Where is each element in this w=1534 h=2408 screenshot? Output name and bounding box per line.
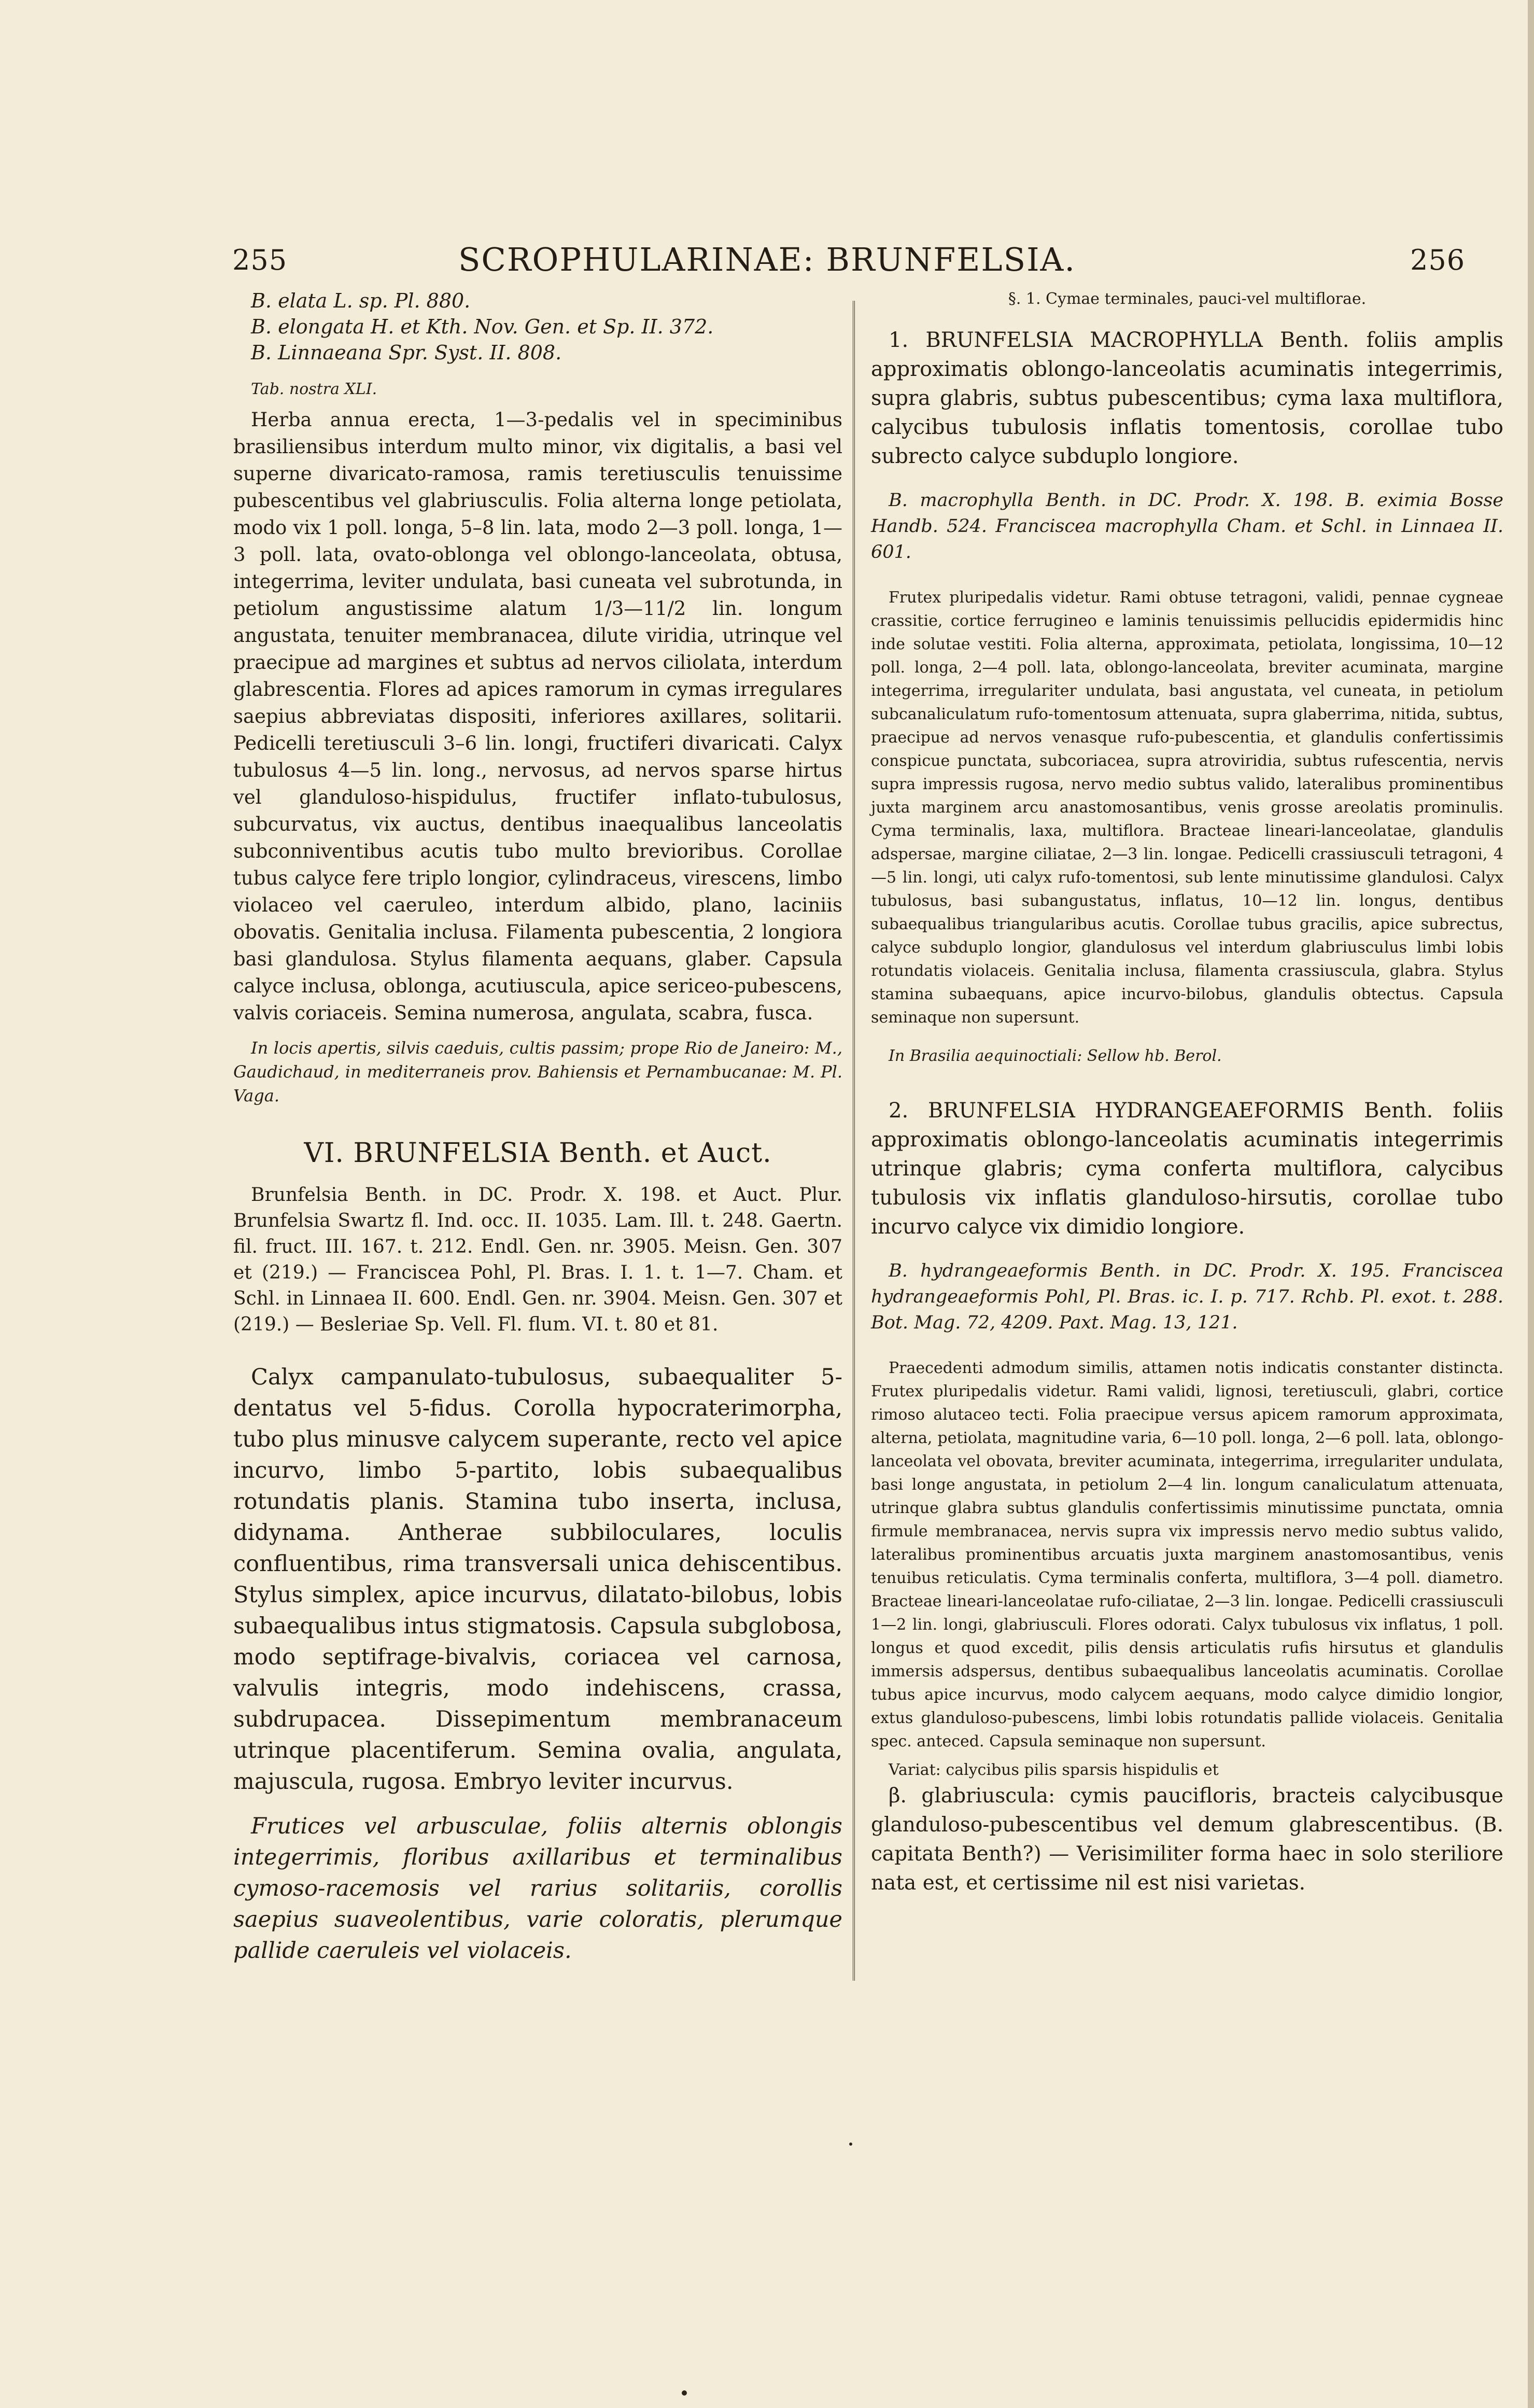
synonym-line: B. elata L. sp. Pl. 880.	[251, 289, 471, 312]
species-synonyms-1: B. macrophylla Benth. in DC. Prodr. X. 198. B. eximia Bosse Handb. 524. Franciscea macrophylla Cham. et Schl. in Linnaea II. 601.	[871, 490, 1503, 563]
synonym-line: B. elongata H. et Kth. Nov. Gen. et Sp. II. 372.	[251, 315, 714, 338]
column-divider	[853, 301, 855, 1981]
species-description-2: Praecedenti admodum similis, attamen notis indicatis constanter distincta. Frutex pluripedalis videtur. Rami validi, lignosi, teretiusculi, glabri, cortice rimoso alutaceo tecti. Folia praecipue versus apicem ramorum approximata, alterna, petiolata, magnitudine varia, 6—10 poll. longa, 2—6 poll. lata, oblongo-lanceolata vel obovata, breviter acuminata, integerrima, irregulariter undulata, basi longe angustata, in petiolum 2—4 lin. longum canaliculatum attenuata, utrinque glabra subtus glandulis confertissimis minutissime punctata, omnia firmule membranacea, nervis supra vix impressis nervo medio subtus valido, lateralibus prominentibus arcuatis juxta marginem anastomosantibus, venis tenuibus reticulatis. Cyma terminalis conferta, multiflora, 3—4 poll. diametro. Bracteae lineari-lanceolatae rufo-ciliatae, 2—3 lin. longae. Pedicelli crassiusculi 1—2 lin. longi, glabriusculi. Flores odorati. Calyx tubulosus vix inflatus, 1 poll. longus et quod excedit, pilis densis articulatis rufis hirsutus et glandulis immersis adspersus, dentibus subaequalibus lanceolatis acuminatis. Corollae tubus apice incurvus, modo calycem aequans, modo calyce dimidio longior, extus glanduloso-pubescens, limbi lobis rotundatis pallide violaceis. Genitalia spec. anteced. Capsula seminaque non supersunt.	[871, 1359, 1503, 1751]
section-heading: §. 1. Cymae terminales, pauci-vel multiflorae.	[1008, 290, 1367, 308]
genus-habit: Frutices vel arbusculae, foliis alternis oblongis integerrimis, floribus axillaribus et terminalibus cymoso-racemosis vel rarius solitariis, corollis saepius suaveolentibus, varie coloratis, plerumque pallide caeruleis vel violaceis.	[233, 1813, 842, 1964]
variety-beta: β. glabriuscula: cymis paucifloris, bracteis calycibusque glanduloso-pubescentibus vel demum glabrescentibus. (B. capitata Benth?) — Verisimiliter forma haec in solo steriliore nata est, et certissime nil est nisi varietas.	[871, 1784, 1503, 1895]
locality-note: In locis apertis, silvis caeduis, cultis passim; prope Rio de Janeiro: M., Gaudichaud, in mediterraneis prov. Bahiensis et Pernambucanae: M. Pl. Vaga.	[233, 1038, 842, 1105]
left-column	[233, 288, 842, 1966]
species-synonyms-2: B. hydrangeaeformis Benth. in DC. Prodr. X. 195. Franciscea hydrangeaeformis Pohl, Pl. Bras. ic. I. p. 717. Rchb. Pl. exot. t. 288. Bot. Mag. 72, 4209. Paxt. Mag. 13, 121.	[871, 1261, 1503, 1333]
locality-note-1: In Brasilia aequinoctiali: Sellow hb. Berol.	[889, 1047, 1222, 1065]
genus-description: Calyx campanulato-tubulosus, subaequaliter 5-dentatus vel 5-fidus. Corolla hypocraterimorpha, tubo plus minusve calycem superante, recto vel apice incurvo, limbo 5-partito, lobis subaequalibus rotundatis planis. Stamina tubo inserta, inclusa, didynama. Antherae subbiloculares, loculis confluentibus, rima transversali unica dehiscentibus. Stylus simplex, apice incurvus, dilatato-bilobus, lobis subaequalibus intus stigmatosis. Capsula subglobosa, modo septifrage-bivalvis, coriacea vel carnosa, valvulis integris, modo indehiscens, crassa, subdrupacea. Dissepimentum membranaceum utrinque placentiferum. Semina ovalia, angulata, majuscula, rugosa. Embryo leviter incurvus.	[233, 1364, 842, 1795]
running-title: SCROPHULARINAE: BRUNFELSIA.	[458, 241, 1076, 278]
genus-heading: VI. BRUNFELSIA Benth. et Auct.	[304, 1138, 772, 1169]
ink-speck	[849, 2143, 852, 2146]
species-description-1: Frutex pluripedalis videtur. Rami obtuse tetragoni, validi, pennae cygneae crassitie, cortice ferrugineo e laminis tenuissimis pellucidis epidermidis hinc inde solutae vestiti. Folia alterna, approximata, petiolata, longissima, 10—12 poll. longa, 2—4 poll. lata, oblongo-lanceolata, breviter acuminata, margine integerrima, irregulariter undulata, basi angustata, vel cuneata, in petiolum subcanaliculatum rufo-tomentosum attenuata, supra glaberrima, nitida, subtus, praecipue ad nervos venasque rufo-pubescentia, et glandulis confertissimis conspicue punctata, subcoriacea, supra atroviridia, subtus rufescentia, nervis supra impressis rugosa, nervo medio subtus valido, lateralibus prominentibus juxta marginem arcu anastomosantibus, venis grosse areolatis prominulis. Cyma terminalis, laxa, multiflora. Bracteae lineari-lanceolatae, glandulis adspersae, margine ciliatae, 2—3 lin. longae. Pedicelli crassiusculi tetragoni, 4—5 lin. longi, uti calyx rufo-tomentosi, sub lente minutissime glandulosi. Calyx tubulosus, basi subangustatus, inflatus, 10—12 lin. longus, dentibus subaequalibus triangularibus acutis. Corollae tubus gracilis, apice subrectus, calyce subduplo longior, glandulosus vel interdum glabriusculus limbi lobis rotundatis violaceis. Genitalia inclusa, filamenta crassiuscula, glabra. Stylus stamina subaequans, apice incurvo-bilobus, glandulis obtectus. Capsula seminaque non supersunt.	[871, 589, 1503, 1027]
species-diagnosis-1: 1. BRUNFELSIA MACROPHYLLA Benth. foliis amplis approximatis oblongo-lanceolatis acuminatis integerrimis, supra glabris, subtus pubescentibus; cyma laxa multiflora, calycibus tubulosis inflatis tomentosis, corollae tubo subrecto calyce subduplo longiore.	[871, 328, 1503, 468]
page-number-left: 255	[232, 244, 288, 276]
genus-references: Brunfelsia Benth. in DC. Prodr. X. 198. et Auct. Plur. Brunfelsia Swartz fl. Ind. occ. II. 1035. Lam. Ill. t. 248. Gaertn. fil. fruct. III. 167. t. 212. Endl. Gen. nr. 3905. Meisn. Gen. 307 et (219.) — Franciscea Pohl, Pl. Bras. I. 1. t. 1—7. Cham. et Schl. in Linnaea II. 600. Endl. Gen. nr. 3904. Meisn. Gen. 307 et (219.) — Besleriae Sp. Vell. Fl. flum. VI. t. 80 et 81.	[233, 1184, 842, 1335]
ink-speck	[682, 2390, 687, 2396]
page-header	[0, 233, 1534, 280]
species-diagnosis-2: 2. BRUNFELSIA HYDRANGEAEFORMIS Benth. foliis approximatis oblongo-lanceolatis acuminatis integerrimis utrinque glabris; cyma conferta multiflora, calycibus tubulosis vix inflatis glanduloso-hirsutis, corollae tubo incurvo calyce vix dimidio longiore.	[871, 1099, 1503, 1239]
page-number-right: 256	[1410, 244, 1466, 276]
page-edge	[1528, 0, 1534, 2408]
plate-reference: Tab. nostra XLI.	[251, 380, 377, 398]
species-description: Herba annua erecta, 1—3-pedalis vel in speciminibus brasiliensibus interdum multo minor, vix digitalis, a basi vel superne divaricato-ramosa, ramis teretiusculis tenuissime pubescentibus vel glabriusculis. Folia alterna longe petiolata, modo vix 1 poll. longa, 5–8 lin. lata, modo 2—3 poll. longa, 1—3 poll. lata, ovato-oblonga vel oblongo-lanceolata, obtusa, integerrima, leviter undulata, basi cuneata vel subrotunda, in petiolum angustissime alatum 1/3—11/2 lin. longum angustata, tenuiter membranacea, dilute viridia, utrinque vel praecipue ad margines et subtus ad nervos ciliolata, interdum glabrescentia. Flores ad apices ramorum in cymas irregulares saepius abbreviatas dispositi, inferiores axillares, solitarii. Pedicelli teretiusculi 3–6 lin. longi, fructiferi divaricati. Calyx tubulosus 4—5 lin. long., nervosus, ad nervos sparse hirtus vel glanduloso-hispidulus, fructifer inflato-tubulosus, subcurvatus, vix auctus, dentibus inaequalibus lanceolatis subconniventibus acutis tubo multo brevioribus. Corollae tubus calyce fere triplo longior, cylindraceus, virescens, limbo violaceo vel caeruleo, interdum albido, plano, laciniis obovatis. Genitalia inclusa. Filamenta pubescentia, 2 longiora basi glandulosa. Stylus filamenta aequans, glaber. Capsula calyce inclusa, oblonga, acutiuscula, apice sericeo-pubescens, valvis coriaceis. Semina numerosa, angulata, scabra, fusca.	[233, 409, 842, 1024]
right-column	[871, 288, 1503, 1898]
variety-intro: Variat: calycibus pilis sparsis hispidulis et	[889, 1761, 1219, 1779]
synonym-line: B. Linnaeana Spr. Syst. II. 808.	[251, 341, 562, 364]
